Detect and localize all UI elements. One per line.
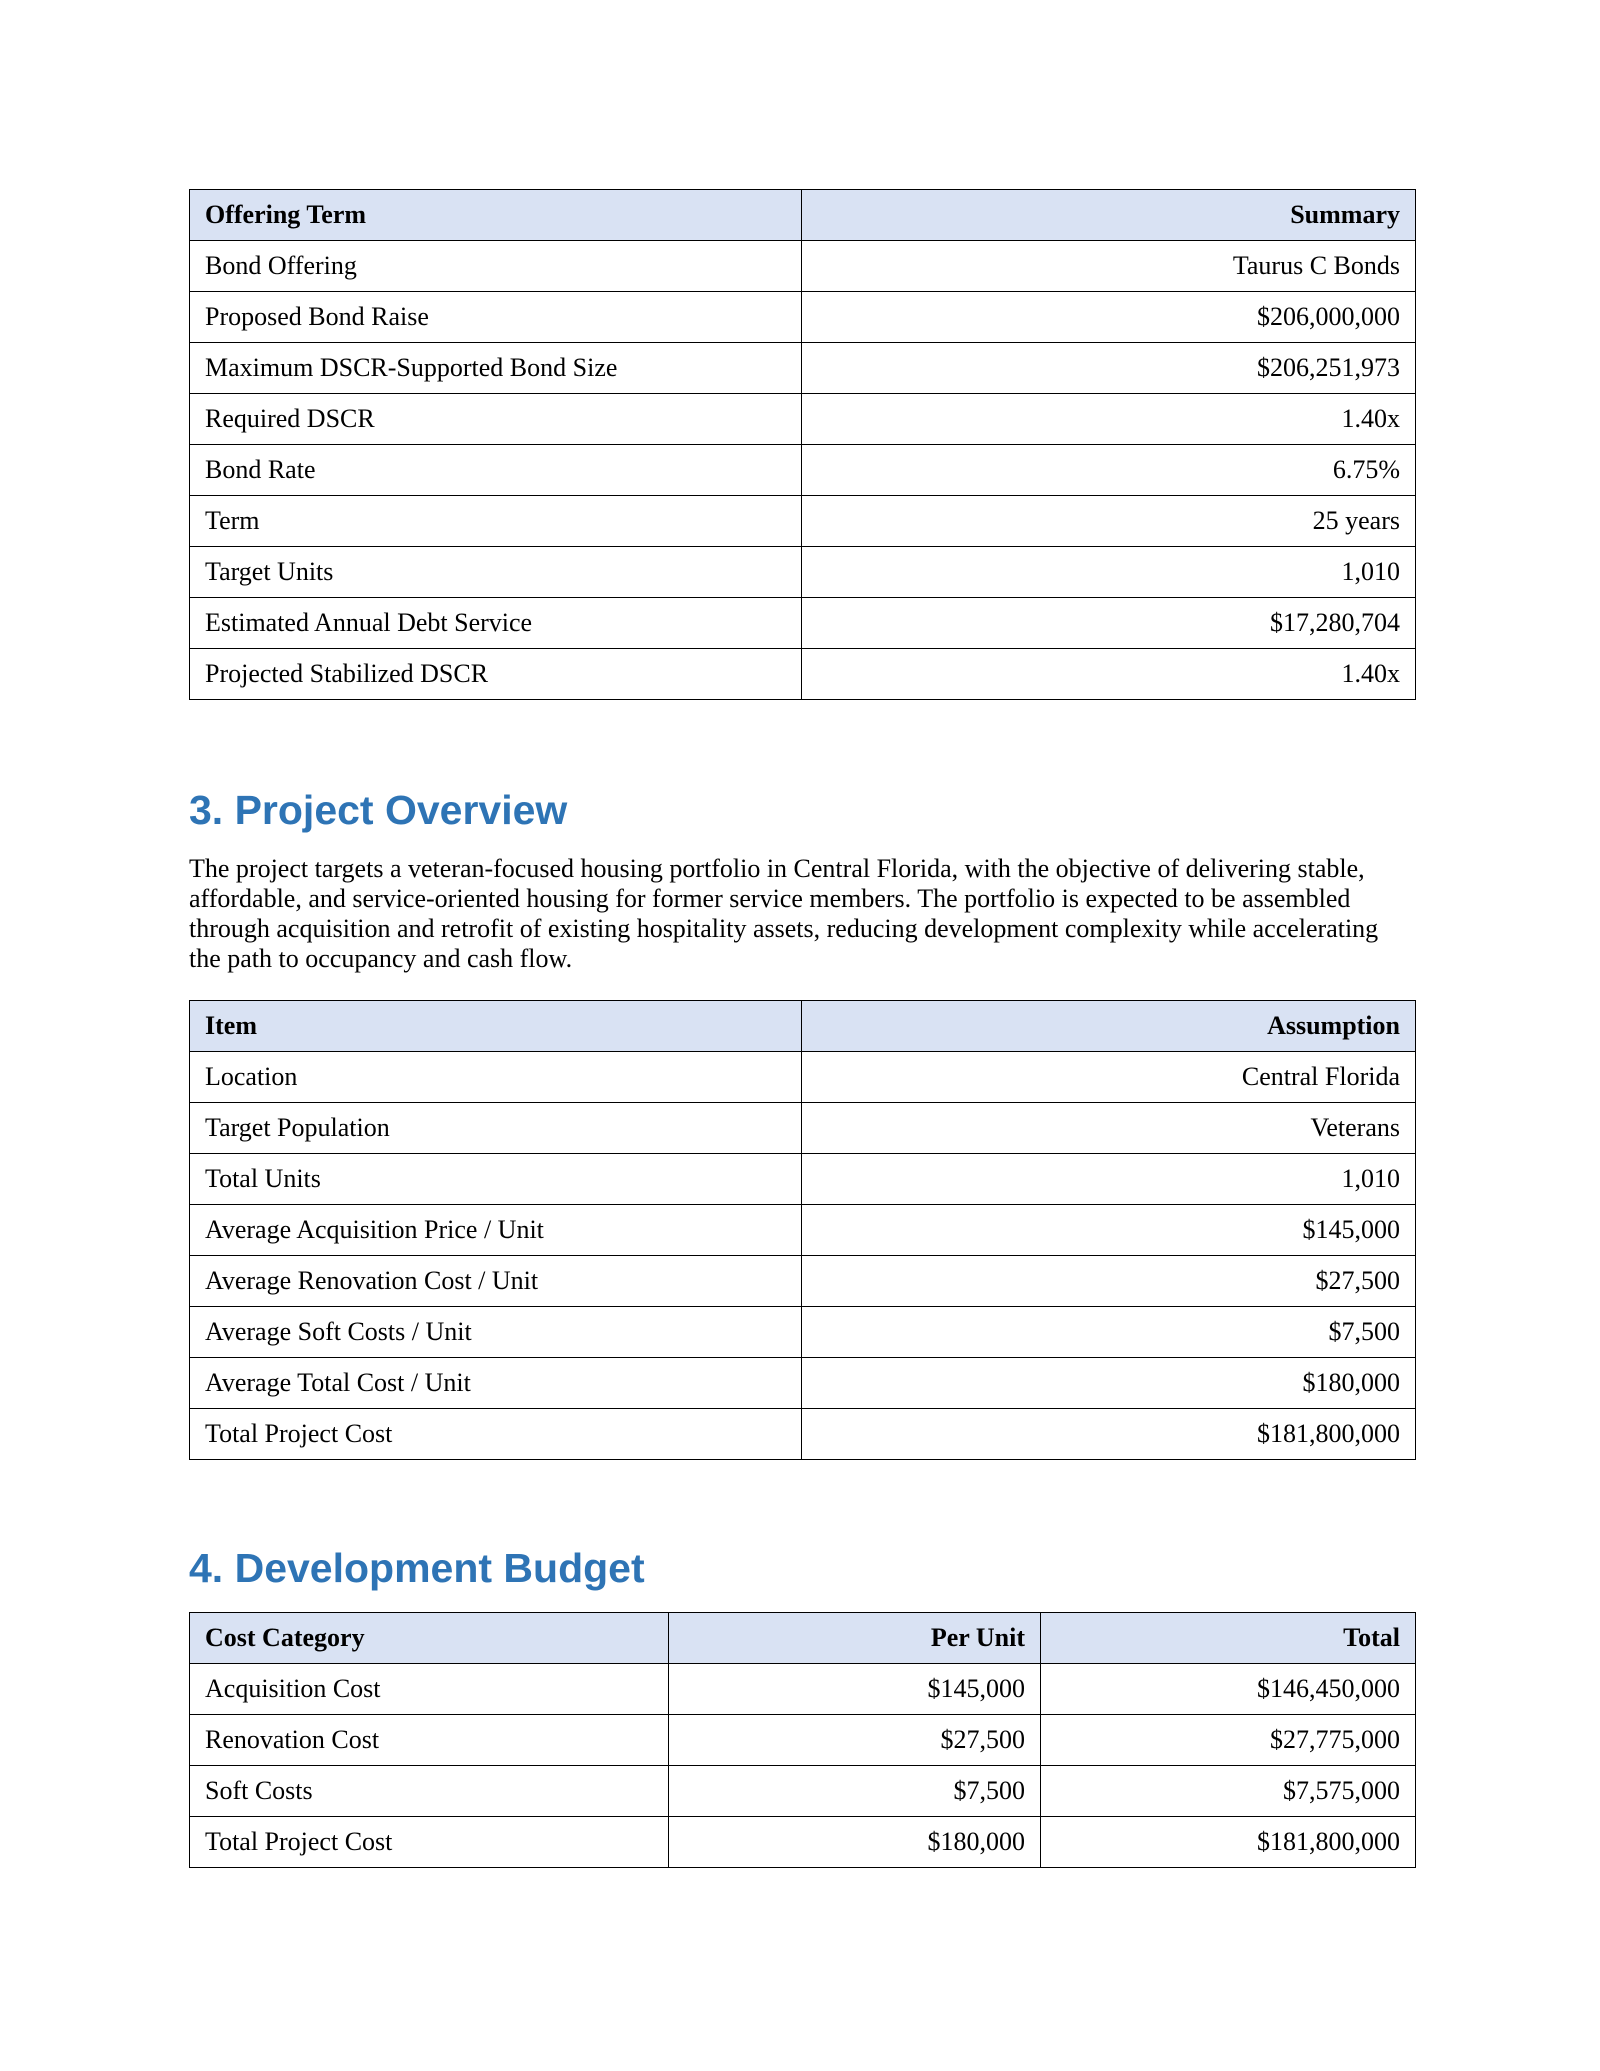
table-row: [190, 1154, 1416, 1205]
table-cell: Projected Stabilized DSCR: [190, 649, 802, 700]
table-row: [190, 598, 1416, 649]
table-cell: $180,000: [802, 1358, 1416, 1409]
table-cell: Term: [190, 496, 802, 547]
table-cell: 1,010: [802, 1154, 1416, 1205]
section-heading-project-overview: 3. Project Overview: [189, 787, 568, 833]
project-assumptions-table: [189, 1000, 1416, 1460]
table-row: [190, 343, 1416, 394]
table-cell: $181,800,000: [1041, 1817, 1416, 1868]
column-header: Total: [1041, 1613, 1416, 1664]
table-row: [190, 1664, 1416, 1715]
table-row: [190, 1715, 1416, 1766]
table-row: [190, 1409, 1416, 1460]
table-row: [190, 1307, 1416, 1358]
table-row: [190, 1256, 1416, 1307]
table-row: [190, 1052, 1416, 1103]
table-cell: $27,500: [669, 1715, 1041, 1766]
table-cell: $7,500: [802, 1307, 1416, 1358]
section-heading-development-budget: 4. Development Budget: [189, 1545, 645, 1591]
table-cell: Maximum DSCR-Supported Bond Size: [190, 343, 802, 394]
column-header: Offering Term: [190, 190, 802, 241]
table-cell: $27,500: [802, 1256, 1416, 1307]
table-cell: Renovation Cost: [190, 1715, 669, 1766]
table-cell: Bond Offering: [190, 241, 802, 292]
table-row: [190, 1205, 1416, 1256]
table-header-row: [190, 1613, 1416, 1664]
table-cell: Taurus C Bonds: [802, 241, 1416, 292]
table-cell: 1.40x: [802, 394, 1416, 445]
table-cell: Proposed Bond Raise: [190, 292, 802, 343]
table-cell: Acquisition Cost: [190, 1664, 669, 1715]
table-row: [190, 1103, 1416, 1154]
table-cell: $206,251,973: [802, 343, 1416, 394]
table-cell: $17,280,704: [802, 598, 1416, 649]
table-header-row: [190, 1001, 1416, 1052]
table-cell: $145,000: [669, 1664, 1041, 1715]
table-cell: Location: [190, 1052, 802, 1103]
table-cell: Average Soft Costs / Unit: [190, 1307, 802, 1358]
column-header: Cost Category: [190, 1613, 669, 1664]
table-cell: Target Population: [190, 1103, 802, 1154]
table-cell: $145,000: [802, 1205, 1416, 1256]
column-header: Summary: [802, 190, 1416, 241]
table-cell: $206,000,000: [802, 292, 1416, 343]
table-cell: Average Acquisition Price / Unit: [190, 1205, 802, 1256]
table-row: [190, 292, 1416, 343]
table-cell: Estimated Annual Debt Service: [190, 598, 802, 649]
column-header: Assumption: [802, 1001, 1416, 1052]
table-cell: Soft Costs: [190, 1766, 669, 1817]
column-header: Per Unit: [669, 1613, 1041, 1664]
table-cell: Total Project Cost: [190, 1409, 802, 1460]
table-cell: Bond Rate: [190, 445, 802, 496]
table-cell: Total Project Cost: [190, 1817, 669, 1868]
table-cell: Veterans: [802, 1103, 1416, 1154]
table-cell: Average Renovation Cost / Unit: [190, 1256, 802, 1307]
development-budget-table: [189, 1612, 1416, 1868]
table-row: [190, 394, 1416, 445]
table-row: [190, 496, 1416, 547]
table-row: [190, 1766, 1416, 1817]
table-cell: 1,010: [802, 547, 1416, 598]
table-row: [190, 547, 1416, 598]
offering-terms-table: [189, 189, 1416, 700]
table-cell: $27,775,000: [1041, 1715, 1416, 1766]
table-cell: $7,500: [669, 1766, 1041, 1817]
table-cell: 1.40x: [802, 649, 1416, 700]
table-row: [190, 445, 1416, 496]
table-header-row: [190, 190, 1416, 241]
column-header: Item: [190, 1001, 802, 1052]
table-cell: Required DSCR: [190, 394, 802, 445]
table-cell: Target Units: [190, 547, 802, 598]
table-cell: $180,000: [669, 1817, 1041, 1868]
table-row: [190, 1358, 1416, 1409]
table-cell: 25 years: [802, 496, 1416, 547]
table-cell: Average Total Cost / Unit: [190, 1358, 802, 1409]
table-cell: $7,575,000: [1041, 1766, 1416, 1817]
table-cell: $146,450,000: [1041, 1664, 1416, 1715]
table-row: [190, 649, 1416, 700]
table-cell: Total Units: [190, 1154, 802, 1205]
table-row: [190, 241, 1416, 292]
table-cell: Central Florida: [802, 1052, 1416, 1103]
table-row: [190, 1817, 1416, 1868]
table-cell: 6.75%: [802, 445, 1416, 496]
project-overview-paragraph: The project targets a veteran-focused housing portfolio in Central Florida, with the objective of delivering stable, affordable, and service-oriented housing for former service members. The portfolio is expected to be assembled through acquisition and retrofit of existing hospitality assets, reducing development complexity while accelerating the path to occupancy and cash flow.: [189, 854, 1379, 973]
table-cell: $181,800,000: [802, 1409, 1416, 1460]
